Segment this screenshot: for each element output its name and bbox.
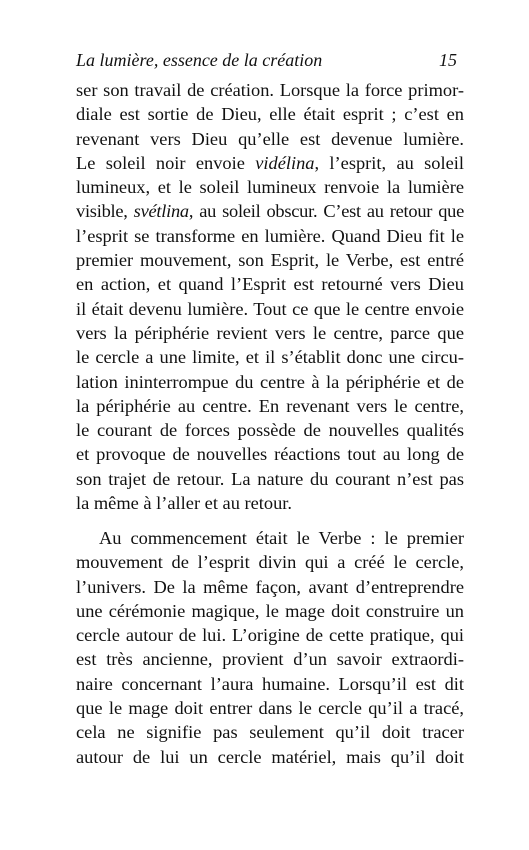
text-line: revenant vers Dieu qu’elle est devenue lumière. [76,128,464,149]
text-line: il était devenu lumière. Tout ce que le centre envoie [76,298,464,319]
text-line: autour de lui un cercle matériel, mais qu’il doit [76,746,464,767]
text-line: mouvement de l’esprit divin qui a créé le cercle, [76,552,464,573]
text-line: diale est sortie de Dieu, elle était esprit ; c’est en [76,104,464,125]
page-number: 15 [439,50,457,70]
text-line: la même à l’aller et au retour. [76,493,292,514]
text-line: est très ancienne, provient d’un savoir extraordi- [76,649,464,670]
text-run: Le soleil noir envoie [76,152,256,173]
text-run: visible, [76,201,134,222]
text-line: que le mage doit entrer dans le cercle qu’il a tracé, [76,698,464,719]
text-line: son trajet de retour. La nature du courant n’est pas [76,468,464,489]
text-line: l’esprit se transforme en lumière. Quand Dieu fit le [76,225,464,246]
text-line [76,199,464,223]
text-line: premier mouvement, son Esprit, le Verbe, est entré [76,250,464,271]
text-line: vers la périphérie revient vers le centre, parce que [76,322,464,343]
text-line [76,151,464,175]
running-title: La lumière, essence de la création [76,50,323,70]
text-line: Au commencement était le Verbe : le premier [99,528,464,548]
text-line: ser son travail de création. Lorsque la force primor- [76,80,464,100]
paragraph-1 [76,78,464,515]
text-line: la périphérie au centre. En revenant vers le centre, [76,395,464,416]
text-line: lumineux, et le soleil lumineux renvoie la lumière [76,177,464,198]
text-run: , au soleil obscur. C’est au retour que [188,201,464,222]
text-line: et provoque de nouvelles réactions tout au long de [76,444,464,465]
text-line: en action, et quand l’Esprit est retourné vers Dieu [76,274,464,295]
paragraph-2 [76,526,464,769]
text-line: le courant de forces possède de nouvelles qualités [76,420,464,441]
text-run: , l’esprit, au soleil [314,152,464,173]
text-line: cercle autour de lui. L’origine de cette pratique, qui [76,625,464,646]
text-line: une cérémonie magique, le mage doit construire un [76,600,464,621]
text-line: le cercle a une limite, et il s’établit donc une circu- [76,347,464,368]
italic-term-videlina: vidélina [255,152,315,173]
text-line: l’univers. De la même façon, avant d’entreprendre [76,576,464,597]
italic-term-svetlina: svétlina [133,201,189,222]
text-line: cela ne signifie pas seulement qu’il doit tracer [76,722,464,743]
text-line: lation ininterrompue du centre à la périphérie et de [76,371,464,392]
text-line: naire concernant l’aura humaine. Lorsqu’il est dit [76,673,464,694]
running-header [76,50,457,74]
